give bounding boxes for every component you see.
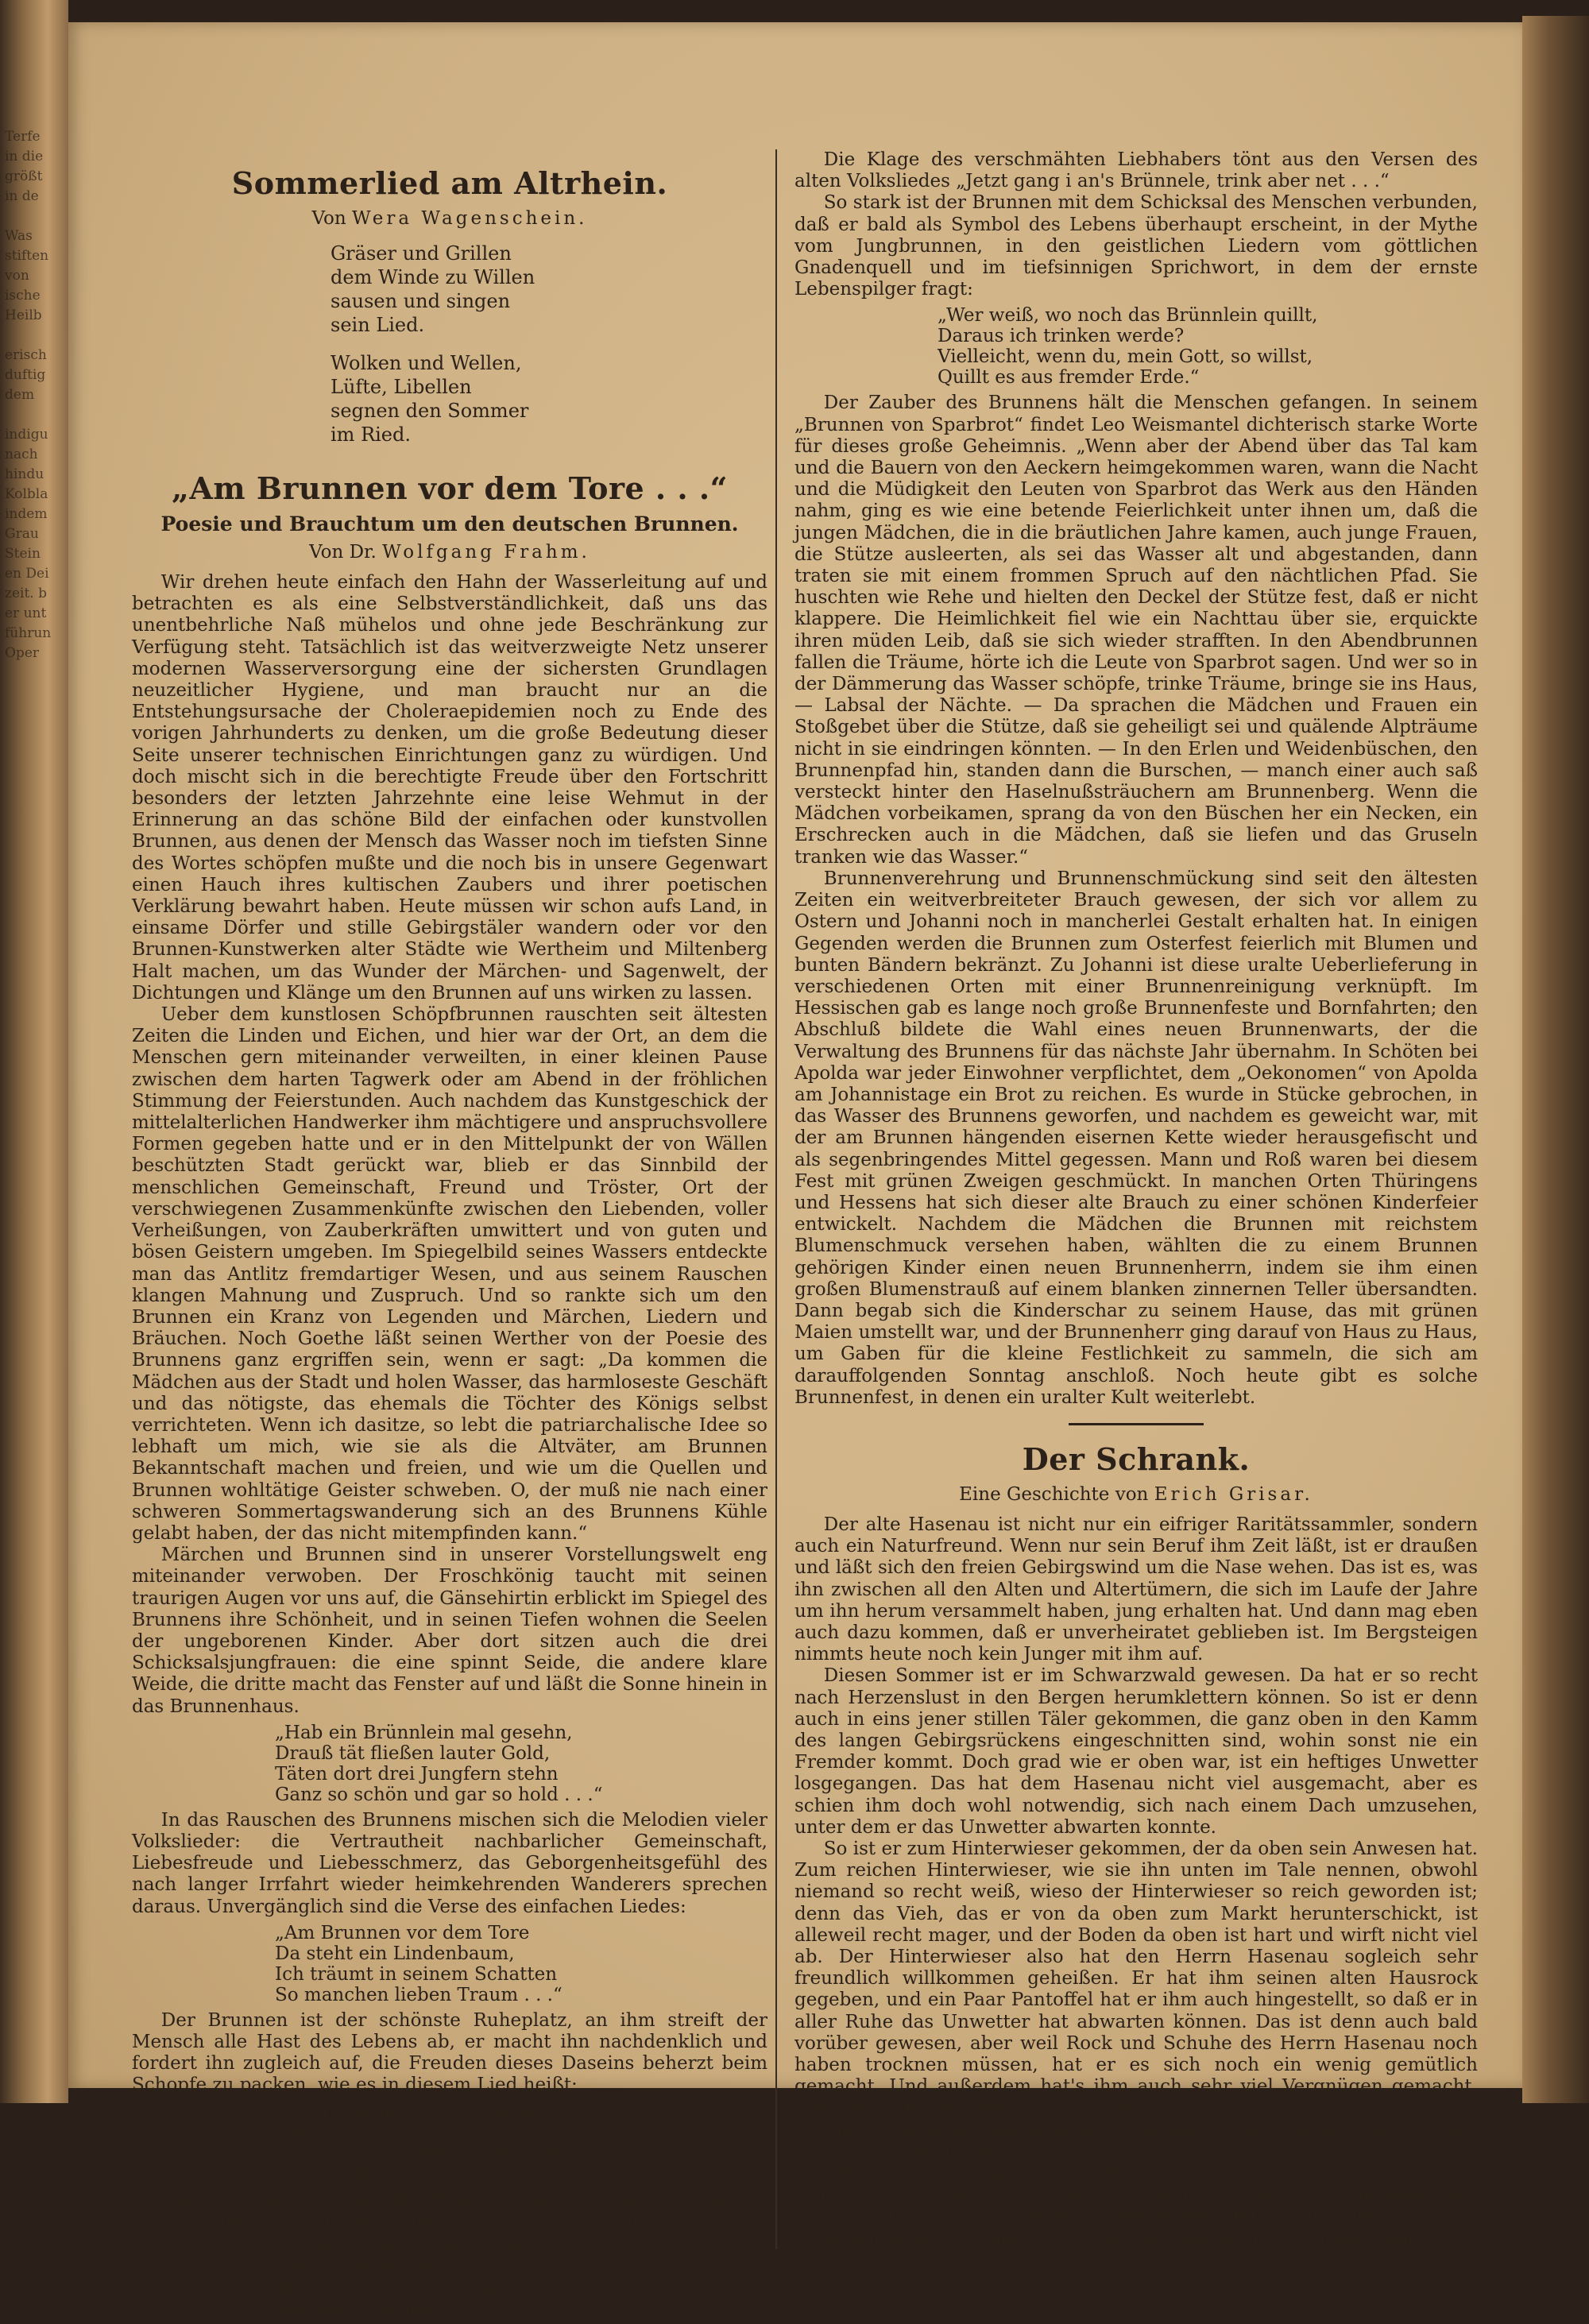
article-paragraph: Der Zauber des Brunnens hält die Menschen gefangen. In seinem „Brunnen von Sparbrot“ findet Leo Weismantel dichterisch starke Worte für dieses große Geheimnis. „Wenn aber der Abend über das Tal kam und die Bauern von den Aeckern heimgekommen waren, wann die Nacht und die Müdigkeit den Leuten von Sparbrot das Werk aus den Händen nahm, ging es wie eine betende Feierlichkeit unter ihnen um, daß die jungen Mädchen, die in die bräutlichen Jahre kamen, auch junge Frauen, die Stütze ausleerten, als sei das Wasser alt und abgestanden, dann traten sie mit einem frommen Spruch auf den nächtlichen Pfad. Sie huschten wie Rehe und hielten den Deckel der Stütze fest, daß er nicht klappere. Die Heimlichkeit fiel wie ein Nachttau über sie, erquickte ihren müden Leib, daß sie sich wieder strafften. In den Abendbrunnen fallen die Träume, hörte ich die Leute von Sparbrot sagen. Und wer so in der Dämmerung das Wasser schöpfe, trinke Träume, bringe sie ins Haus, — Labsal der Nächte. — Da sprachen die Mädchen und Frauen ein Stoßgebet über die Stütze, daß sie geheiligt sei und quälende Alpträume nicht in sie eindringen könnten. — In den Erlen und Weidenbüschen, den Brunnenpfad hin, standen dann die Burschen, — manch einer auch saß versteckt hinter den Haselnußsträuchern am Brunnenberg. Wenn die Mädchen vorbeikamen, sprang da von den Büschen her ein Necken, ein Erschrecken auch in die Mädchen, daß sie liefen und das Gruseln tranken wie das Wasser.“ <box>794 392 1478 868</box>
article-verse-3 <box>275 2102 767 2184</box>
article-paragraph: In das Rauschen des Brunnens mischen sich die Melodien vieler Volkslieder: die Vertrautheit nachbarlicher Gemeinschaft, Liebesfreude und Liebesschmerz, das Geborgenheitsgefühl des nach langer Irrfahrt wieder heimkehrenden Wanderers sprechen daraus. Unvergänglich sind die Verse des einfachen Liedes: <box>132 1809 767 1917</box>
adjacent-page-edge <box>0 0 68 2103</box>
poem-stanza-2 <box>331 351 767 447</box>
verse-line: Drauß tät fließen lauter Gold, <box>275 1742 551 1764</box>
poem-line: Lüfte, Libellen <box>331 376 472 398</box>
poem-stanza-1 <box>331 242 767 337</box>
article-verse-5 <box>938 305 1478 388</box>
verse-line: Die soll man trinken, <box>275 2121 470 2143</box>
verse-line: Ganz so schön und gar so hold . . .“ <box>275 1784 603 1805</box>
article-title: „Am Brunnen vor dem Tore . . .“ <box>172 470 728 506</box>
poem-line: dem Winde zu Willen <box>331 266 535 288</box>
article-paragraph: Dem Brunnen vertraut der Mensch seufzend seine Leiden und Enttäuschungen an, Liebessehnsucht und Liebeskummer: <box>132 2188 767 2231</box>
poem-line: sein Lied. <box>331 314 425 336</box>
story-byline-prefix: Eine Geschichte von <box>959 1483 1149 1505</box>
article-byline <box>132 540 767 564</box>
verse-line: Wer steht bei mir?“ <box>275 2299 455 2319</box>
article-paragraph: Wir drehen heute einfach den Hahn der Wasserleitung auf und betrachten es als eine Selbstverständlichkeit, daß uns das unentbehrliche Naß mühelos und ohne jede Beschränkung zur Verfügung steht. Tatsächlich ist das weitverzweigte Netz unserer modernen Wasserversorgung eine der sichersten Grundlagen neuzeitlicher Hygiene, und man braucht nur an die Entstehungsursache der Choleraepidemien noch zu Ende des vorigen Jahrhunderts zu denken, um die große Bedeutung dieser Seite unserer technischen Einrichtungen ganz zu würdigen. Und doch mischt sich in die berechtigte Freude über den Fortschritt besonders der letzten Jahrzehnte eine leise Wehmut in der Erinnerung an das schöne Bild der einfachen oder kunstvollen Brunnen, aus denen der Mensch das Wasser noch im tiefsten Sinne des Wortes schöpfen mußte und die noch bis in unsere Gegenwart einen Hauch ihres kultischen Zaubers und ihrer poetischen Verklärung bewahrt haben. Heute müssen wir schon aufs Land, in einsame Dörfer und stille Gebirgstäler wandern oder vor den Brunnen-Kunstwerken alter Städte wie Wertheim und Miltenberg Halt machen, um das Wunder der Märchen- und Sagenwelt, der Dichtungen und Klänge um den Brunnen auf uns wirken zu lassen. <box>132 572 767 1003</box>
story-paragraph: So ist er zum Hinterwieser gekommen, der da oben sein Anwesen hat. Zum reichen Hinterwieser, wie sie ihn unten im Tale nennen, obwohl niemand so recht weiß, wieso der Hinterwieser so reich geworden ist; denn das Vieh, das er von da oben zum Markt herunterschickt, ist alleweil recht mager, und der Boden da oben ist hart und wirft nicht viel ab. Der Hinterwieser also hat den Herrn Hasenau sogleich sehr freundlich willkommen geheißen. Er hat ihm seinen alten Hausrock gegeben, und ein Paar Pantoffel hat er ihm auch hingestellt, so daß er in aller Ruhe das Unwetter hat abwarten können. Das ist denn auch bald vorüber gewesen, aber weil Rock und Schuhe des Herrn Hasenau noch haben trocknen müssen, hat er es sich noch ein wenig gemütlich gemacht. Und außerdem hat's ihm auch sehr viel Vergnügen gemacht, hier oben auf der Ofenbank zu hocken. <box>794 1839 1478 2119</box>
poem-line: Gräser und Grillen <box>331 242 512 265</box>
verse-line: „Wer weiß, wo noch das Brünnlein quillt, <box>938 305 1318 327</box>
story-title: Der Schrank. <box>1022 1440 1251 1477</box>
verse-line: Quillt es aus fremder Erde.“ <box>938 367 1200 389</box>
poem-byline <box>132 207 767 230</box>
newspaper-page <box>68 22 1522 2319</box>
article-paragraph: Die Klage des verschmähten Liebhabers tönt aus den Versen des alten Volksliedes „Jetzt gang i an's Brünnele, trink aber net . . .“ <box>794 149 1478 192</box>
verse-line: Daraus ich trinken werde? <box>938 326 1185 347</box>
story-paragraph: Soll wohl sein, hat der Hinterwieser geantwortet. Ischt ein altes Stück. Heutzutage stellet man sich solch ein Ungetüm nicht mehr hin. Aber er hitzt noch gued. Mag er drum stehen bleiben auf seinem Platz. <box>794 2163 1478 2227</box>
verse-line: „Am Brunnen vor dem Tore <box>275 1922 530 1943</box>
verse-line: Seh andre Mädle steh, <box>275 2257 485 2278</box>
verse-line: Ich träumt in seinem Schatten <box>275 1963 558 1985</box>
article-author: Wolfgang Frahm. <box>382 542 590 563</box>
poem-author: Wera Wagenschein. <box>352 208 588 229</box>
poem-line: segnen den Sommer <box>331 400 529 422</box>
verse-line: Der soll ihm winken . . .“ <box>275 2163 505 2184</box>
verse-line: Vielleicht, wenn du, mein Gott, so willst, <box>938 346 1313 368</box>
article-paragraph: Brunnenverehrung und Brunnenschmückung sind seit den ältesten Zeiten ein weitverbreiteter Brauch gewesen, der sich vor allem zu Ostern und Johanni noch in mancherlei Gestalt erhalten hat. In einigen Gegenden werden die Brunnen zum Osterfest feierlich mit Blumen und bunten Bändern bekränzt. Zu Johanni ist diese uralte Ueberlieferung in verschiedenen Orten mit einer Brunnenreinigung verknüpft. Im Hessischen gab es lange noch große Brunnenfeste und Bornfahrten; den Abschluß bildete die Wahl eines neuen Brunnenwarts, der die Verwaltung des Brunnens für das nächste Jahr übernahm. In Schöten bei Apolda war jeder Einwohner verpflichtet, dem „Oekonomen“ von Apolda am Johannistage ein Brot zu reichen. Es wurde in Stücke gebrochen, in das Wasser des Brunnens geworfen, und nachdem es geweicht war, mit der am Brunnen hängenden eisernen Kette wieder herausgefischt und als segenbringendes Mittel gegessen. Mann und Roß waren bei diesem Fest mit grünen Zweigen geschmückt. In manchen Orten Thüringens und Hessens hat sich dieser alte Brauch zu einer schönen Kinderfeier entwickelt. Nachdem die Mädchen die Brunnen mit reichstem Blumenschmuck versehen haben, wählten die zu einem Brunnen gehörigen Kinder einen neuen Brunnenherrn, indem sie ihm einen großen Blumenstrauß auf einem blanken zinnernen Teller übersandten. Dann begab sich die Kinderschar zu seinem Hause, das mit grünen Maien umstellt war, und der Brunnenherr ging darauf von Haus zu Haus, um Gaben für die kleine Festlichkeit zu sammeln, die sich am darauffolgenden Sonntag anschloß. Noch heute gibt es solche Brunnenfest, in denen ein uralter Kult weiterlebt. <box>794 868 1478 1408</box>
article-verse-4 <box>275 2237 767 2319</box>
page-stack-edge <box>1522 16 1589 2103</box>
verse-line: „Die Brünnlein, die da fließen, <box>275 2101 557 2122</box>
story-paragraph: Sind schöne alte Kacheln, hat er dann zu dem Hinterwieser gesagt, schätze 17. Jahrhundert. <box>794 2119 1478 2162</box>
verse-line: „Hab ein Brünnlein mal gesehn, <box>275 1722 573 1743</box>
article-paragraph: Der Brunnen ist der schönste Ruheplatz, an ihm streift der Mensch alle Hast des Lebens ab, er macht ihn nachdenklich und fordert ihn zugleich auf, die Freuden dieses Daseins beherzt beim Schopfe zu packen, wie es in diesem Lied heißt: <box>132 2009 767 2096</box>
story-byline <box>794 1483 1478 1506</box>
left-column <box>132 141 767 2324</box>
verse-line: „Wenn ich zum Brünnle geh, <box>275 2237 539 2257</box>
verse-line: Da steht ein Lindenbaum, <box>275 1943 515 1964</box>
article-paragraph: So stark ist der Brunnen mit dem Schicksal des Menschen verbunden, daß er bald als Symbol des Lebens überhaupt erscheint, in der Mythe vom Jungbrunnen, in den geistlichen Liedern vom göttlichen Gnadenquell und im tiefsinnigen Sprichwort, in dem der ernste Lebenspilger fragt: <box>794 192 1478 300</box>
poem-byline-prefix: Von <box>311 208 346 229</box>
poem-line: im Ried. <box>331 423 412 446</box>
article-subtitle: Poesie und Brauchtum um den deutschen Brunnen. <box>160 512 739 536</box>
article-paragraph: Märchen und Brunnen sind in unserer Vorstellungswelt eng miteinander verwoben. Der Froschkönig taucht mit seinen traurigen Augen vor uns auf, die Gänsehirtin erblickt im Spiegel des Brunnens ihre Schönheit, und in seinen Tiefen wohnen die Seelen der ungeborenen Kinder. Aber dort sitzen auch die drei Schicksalsjungfrauen: die eine spinnt Seide, die andere klare Weide, die dritte macht das Fenster auf und läßt die Sonne hinein in das Brunnenhaus. <box>132 1545 767 1717</box>
story-paragraph: Der alte Hasenau ist nicht nur ein eifriger Raritätssammler, sondern auch ein Naturfreund. Wenn nur sein Beruf ihm Zeit läßt, ist er draußen und läßt sich den freien Gebirgswind um die Nase wehen. Das ist es, was ihn zwischen all den Alten und Altertümern, die sich im Laufe der Jahre um ihn herum versammelt haben, jung erhalten hat. Und dann mag eben auch dazu kommen, daß er unverheiratet geblieben ist. Im Bergsteigen nimmts heute noch kein Junger mit ihm auf. <box>794 1514 1478 1665</box>
story-paragraph: Diesen Sommer ist er im Schwarzwald gewesen. Da hat er so recht nach Herzenslust in den Bergen herumklettern können. So ist er denn auch in eins jener stillen Täler gekommen, die ganz oben in den Kamm des langen Gebirgsrückens eingeschnitten sind, wohin sonst nie ein Fremder kommt. Doch grad wie er oben war, ist ein heftiges Unwetter losgegangen. Das hat dem Hasenau nicht viel ausgemacht, aber es schien ihm doch wohl notwendig, sich nach einem Dach umzusehen, unter dem er das Unwetter abwarten konnte. <box>794 1665 1478 1838</box>
verse-line: Und der ein' lieben Buhlen hat, <box>275 2142 566 2164</box>
verse-line: Täten dort drei Jungfern stehn <box>275 1763 559 1785</box>
section-divider <box>1069 1423 1204 1425</box>
article-verse-1 <box>275 1723 767 1805</box>
poem-line: Wolken und Wellen, <box>331 352 522 374</box>
article-paragraph: Ueber dem kunstlosen Schöpfbrunnen rauschten seit ältesten Zeiten die Linden und Eichen, und hier war der Ort, an dem die Menschen gern miteinander verweilten, in einer kleinen Pause zwischen dem harten Tagwerk oder am Abend in der fröhlichen Stimmung der Feierstunden. Auch nachdem das Kunstgeschick der mittelalterlichen Handwerker ihm mächtigere und anspruchsvollere Formen gegeben hatte und er in den Mittelpunkt der von Wällen beschützten Stadt gerückt war, blieb er das Sinnbild der menschlichen Gemeinschaft, Freund und Tröster, Ort der verschwiegenen Zusammenkünfte zwischen den Liebenden, voller Verheißungen, von Zauberkräften umwittert und von guten und bösen Geistern umgeben. Im Spiegelbild seines Wassers entdeckte man das Antlitz fremdartiger Wesen, und aus seinem Rauschen klangen Mahnung und Zuspruch. Und so rankte sich um den Brunnen ein Kranz von Legenden und Märchen, Liedern und Bräuchen. Noch Goethe läßt seinen Werther von der Poesie des Brunnens ganz ergriffen sein, wenn er sagt: „Da kommen die Mädchen aus der Stadt und holen Wasser, das harmloseste Geschäft und das nötigste, das ehemals die Töchter des Königs selbst verrichteten. Wenn ich dasitze, so lebt die patriarchalische Idee so lebhaft um mich, wie sie als die Altväter, am Brunnen Bekanntschaft machen und freien, und wie um die Quellen und Brunnen wohltätige Geister schweben. O, der muß nie nach einer schweren Sommertagswanderung sich an des Brunnens Kühle gelabt haben, der das nicht mitempfinden kann.“ <box>132 1004 767 1544</box>
story-paragraph: Wirklich, ein schönes Stück, hat der Hasenau noch ein paarmal ge- <box>823 2227 1448 2249</box>
verse-line: All stehn bei ihrem Schatz, <box>275 2278 525 2299</box>
poem-title: Sommerlied am Altrhein. <box>231 165 668 201</box>
verse-line: So manchen lieben Traum . . .“ <box>275 1984 563 2005</box>
article-byline-prefix: Von Dr. <box>309 542 377 563</box>
story-author: Erich Grisar. <box>1154 1483 1313 1505</box>
adjacent-page-text: Terfe in die größt in de Was stiften von ische Heilb erisch duftig dem indigu nach hindu Kolbla indem Grau Stein en Dei zeit. b er unt führun Oper <box>5 129 52 661</box>
article-verse-2 <box>275 1923 767 2005</box>
right-column <box>775 149 1478 2249</box>
poem-line: sausen und singen <box>331 290 511 312</box>
